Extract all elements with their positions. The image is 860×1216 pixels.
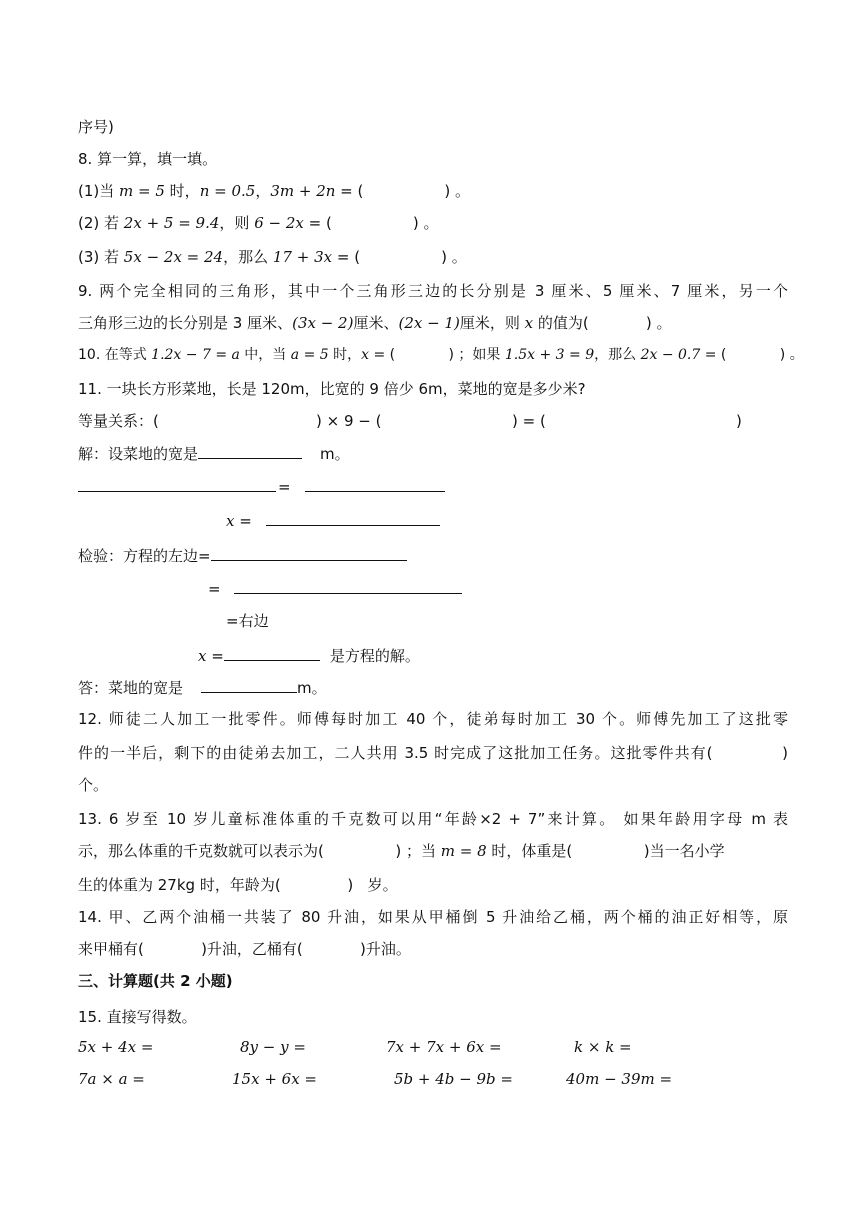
question-13-line-3: 生的体重为 27kg 时，年龄为( ) 岁。 [78, 876, 398, 894]
check-left-side: 检验：方程的左边= [78, 544, 407, 567]
question-9-line-2: 三角形三边的长分别是 3 厘米、(3x − 2)厘米、(2x − 1)厘米，则 x 的值为( ) 。 [78, 314, 672, 332]
equality-relation-end: ) [736, 412, 742, 430]
check-left-blank[interactable] [211, 544, 407, 561]
solution-setup: 解：设菜地的宽是 m。 [78, 442, 350, 465]
question-10: 10. 在等式 1.2x − 7 = a 中，当 a = 5 时，x = ( ) ；如果 1.5x + 3 = 9，那么 2x − 0.7 = ( ) 。 [78, 347, 804, 363]
x-value-blank[interactable] [266, 509, 440, 526]
calc-item: 8y − y = [240, 1038, 306, 1056]
equality-relation-mid-1: ) × 9 − ( [316, 412, 382, 430]
x-value-row: x = [226, 512, 252, 530]
question-15-title: 15. 直接写得数。 [78, 1008, 197, 1026]
question-8-part-2: (2) 若 2x + 5 = 9.4，则 6 − 2x = ( ) 。 [78, 214, 439, 232]
check-equals-sign: = [208, 580, 221, 598]
equality-relation-mid-2: ) = ( [512, 412, 546, 430]
section-3-heading: 三、计算题(共 2 小题) [78, 972, 233, 990]
width-blank[interactable] [198, 442, 302, 459]
continued-text: 序号) [78, 118, 114, 136]
question-12-line-1: 12. 师徒二人加工一批零件。师傅每时加工 40 个，徒弟每时加工 30 个。师傅先加工了这批零 [78, 710, 788, 728]
calc-item: 5x + 4x = [78, 1038, 154, 1056]
solution-confirm-row: x = 是方程的解。 [198, 644, 420, 667]
question-11-title: 11. 一块长方形菜地，长是 120m，比宽的 9 倍少 6m，菜地的宽是多少米? [78, 380, 586, 398]
question-13-line-1: 13. 6 岁至 10 岁儿童标准体重的千克数可以用“年龄×2 + 7”来计算。 如果年龄用字母 m 表 [78, 810, 788, 828]
question-9-line-1: 9. 两个完全相同的三角形，其中一个三角形三边的长分别是 3 厘米、5 厘米、7 厘米，另一个 [78, 282, 788, 300]
calc-item: 7x + 7x + 6x = [386, 1038, 502, 1056]
question-14-line-1: 14. 甲、乙两个油桶一共装了 80 升油，如果从甲桶倒 5 升油给乙桶，两个桶的油正好相等，原 [78, 908, 788, 926]
answer-blank[interactable] [201, 676, 297, 693]
calc-item: 40m − 39m = [566, 1070, 673, 1088]
calc-item: 7a × a = [78, 1070, 145, 1088]
calc-item: k × k = [574, 1038, 632, 1056]
question-8-part-1: (1)当 m = 5 时，n = 0.5，3m + 2n = ( ) 。 [78, 182, 471, 200]
equation-equals-sign: = [278, 478, 291, 496]
question-13-line-2: 示，那么体重的千克数就可以表示为( ) ；当 m = 8 时，体重是( )当一名小学 [78, 842, 725, 860]
answer-row: 答：菜地的宽是 m。 [78, 676, 327, 699]
calc-item: 5b + 4b − 9b = [394, 1070, 513, 1088]
question-14-line-2: 来甲桶有( )升油，乙桶有( )升油。 [78, 940, 411, 958]
question-8-part-3: (3) 若 5x − 2x = 24，那么 17 + 3x = ( ) 。 [78, 248, 467, 266]
question-12-line-3: 个。 [78, 776, 109, 794]
question-8-title: 8. 算一算，填一填。 [78, 150, 218, 168]
equality-relation-row: 等量关系：( [78, 412, 159, 430]
calc-item: 15x + 6x = [232, 1070, 317, 1088]
question-12-line-2: 件的一半后，剩下的由徒弟去加工，二人共用 3.5 时完成了这批加工任务。这批零件共有( ) [78, 744, 788, 762]
equation-right-blank[interactable] [305, 475, 445, 492]
solution-blank[interactable] [224, 644, 320, 661]
check-right-side: =右边 [226, 612, 269, 630]
check-compute-blank[interactable] [234, 577, 462, 594]
equation-left-blank[interactable] [78, 475, 276, 492]
